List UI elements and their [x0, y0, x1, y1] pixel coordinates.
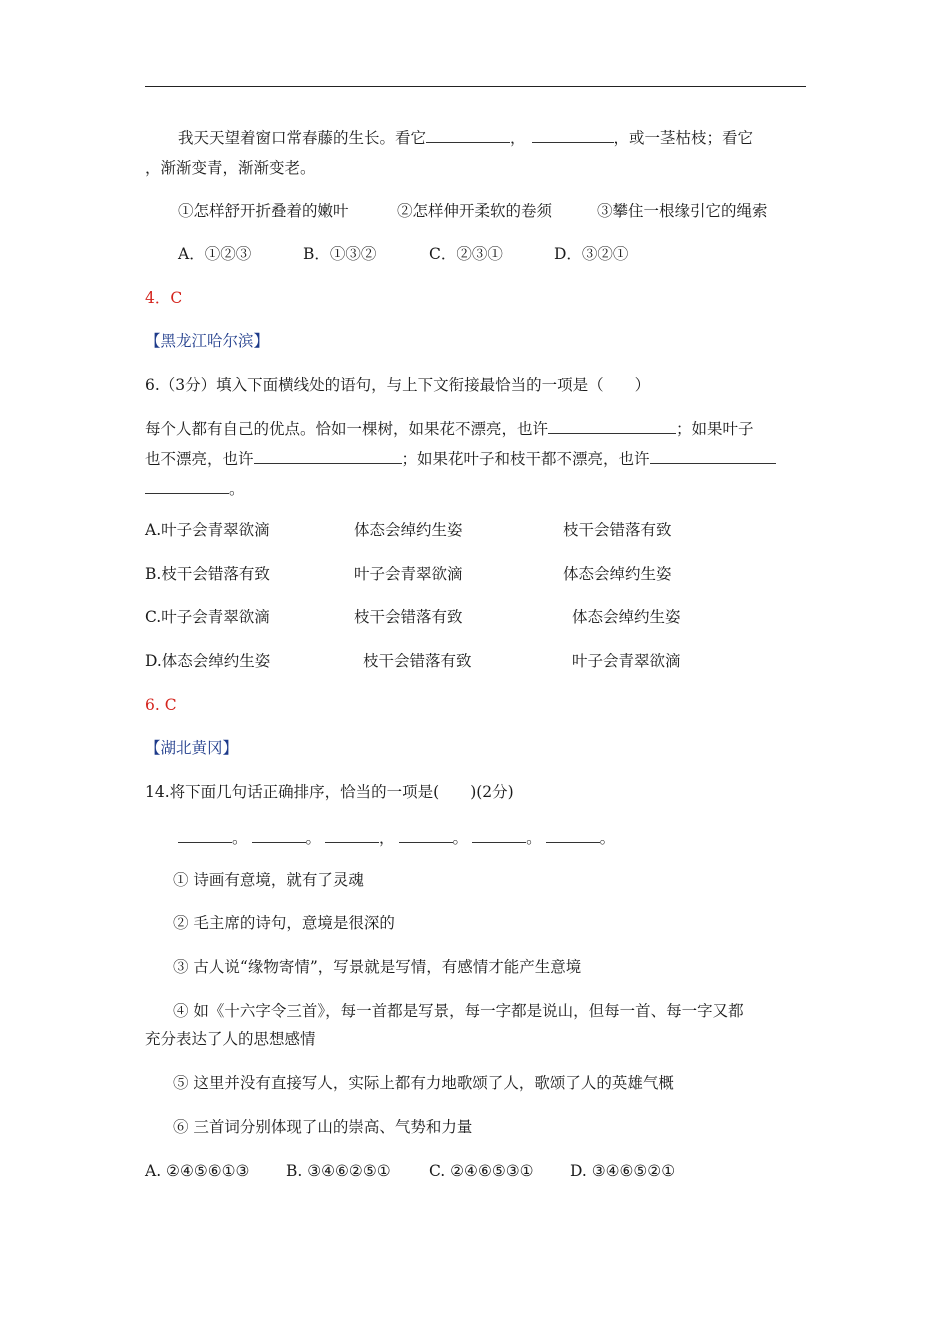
- q14-sentence-6: ⑥ 三首词分别体现了山的崇高、气势和力量: [173, 1118, 473, 1136]
- q-prev-choice-a: A．①②③: [178, 245, 252, 263]
- blank-1: [426, 128, 510, 143]
- q14-blanks-row: [178, 828, 615, 848]
- q6-blank-2: [254, 449, 402, 464]
- q6-option-c: C.叶子会青翠欲滴: [145, 608, 270, 626]
- q6-stem: 6.（3分）填入下面横线处的语句，与上下文衔接最恰当的一项是（ ）: [145, 376, 651, 394]
- q6-para-line3: [145, 479, 245, 499]
- q14-sep-6: 。: [599, 829, 616, 847]
- q14-blank-6: [546, 828, 600, 843]
- q14-blank-3: [325, 828, 379, 843]
- blank-2: [532, 128, 614, 143]
- q6-para-d: ；如果花叶子和枝干都不漂亮，也许: [401, 450, 650, 468]
- q14-choice-d: D. ③④⑥⑤②①: [570, 1162, 676, 1180]
- q14-sentence-4a: ④ 如《十六字令三首》，每一首都是写景，每一字都是说山，但每一首、每一字又都: [173, 1002, 744, 1020]
- q-prev-line1: [178, 128, 753, 148]
- section-hubei: 【湖北黄冈】: [145, 739, 239, 757]
- q6-option-b-3: 体态会绰约生姿: [563, 565, 672, 583]
- q6-option-a-3: 枝干会错落有致: [563, 521, 672, 539]
- q-prev-choice-d: D．③②①: [554, 245, 629, 263]
- q6-para-line2: [145, 449, 776, 469]
- q6-blank-3b: [145, 479, 229, 494]
- q14-sep-1: 。: [232, 829, 248, 847]
- q14-blank-5: [472, 828, 526, 843]
- q6-para-c: 也不漂亮，也许: [145, 450, 254, 468]
- q6-option-b: B.枝干会错落有致: [145, 565, 270, 583]
- q6-para-line1: [145, 419, 754, 439]
- q14-sentence-4b: 充分表达了人的思想感情: [145, 1030, 316, 1048]
- section-heilongjiang: 【黑龙江哈尔滨】: [145, 332, 270, 350]
- q6-option-a-2: 体态会绰约生姿: [354, 521, 463, 539]
- q-prev-choice-b: B．①③②: [303, 245, 377, 263]
- q6-para-b: ；如果叶子: [676, 420, 754, 438]
- q-prev-comma: ，: [510, 129, 526, 147]
- q6-option-c-2: 枝干会错落有致: [354, 608, 463, 626]
- q-prev-text-b: ，或一茎枯枝；看它: [613, 129, 754, 147]
- q14-sentence-2: ② 毛主席的诗句，意境是很深的: [173, 914, 395, 932]
- q-prev-line2: ，渐渐变青，渐渐变老。: [145, 159, 316, 177]
- q14-blank-2: [252, 828, 306, 843]
- q14-blank-1: [178, 828, 232, 843]
- q14-stem: 14.将下面几句话正确排序，恰当的一项是( )(2分): [145, 783, 514, 801]
- q-prev-opt2: ②怎样伸开柔软的卷须: [397, 202, 553, 220]
- q-prev-text-a: 我天天望着窗口常春藤的生长。看它: [178, 129, 427, 147]
- q-prev-opt3: ③攀住一根缘引它的绳索: [597, 202, 768, 220]
- q6-para-a: 每个人都有自己的优点。恰如一棵树，如果花不漂亮，也许: [145, 420, 549, 438]
- q6-option-b-2: 叶子会青翠欲滴: [354, 565, 463, 583]
- q-prev-answer: 4．C: [145, 289, 183, 307]
- q14-sep-4: 。: [452, 829, 469, 847]
- q14-sep-3: ，: [379, 829, 395, 847]
- q6-blank-3a: [650, 449, 776, 464]
- q-prev-opt1: ①怎样舒开折叠着的嫩叶: [178, 202, 349, 220]
- q6-option-d-3: 叶子会青翠欲滴: [572, 652, 681, 670]
- q6-option-c-3: 体态会绰约生姿: [572, 608, 681, 626]
- q14-choice-c: C. ②④⑥⑤③①: [429, 1162, 534, 1180]
- q6-answer: 6. C: [145, 696, 177, 714]
- q14-sentence-3: ③ 古人说“缘物寄情”，写景就是写情，有感情才能产生意境: [173, 958, 582, 976]
- q14-blank-4: [399, 828, 453, 843]
- q14-choice-b: B. ③④⑥②⑤①: [286, 1162, 391, 1180]
- q6-blank-1: [548, 419, 676, 434]
- q14-choice-a: A. ②④⑤⑥①③: [145, 1162, 250, 1180]
- header-rule: [145, 86, 806, 87]
- q14-sentence-5: ⑤ 这里并没有直接写人，实际上都有力地歌颂了人，歌颂了人的英雄气概: [173, 1074, 674, 1092]
- q14-sep-2: 。: [305, 829, 322, 847]
- q6-option-a: A.叶子会青翠欲滴: [145, 521, 270, 539]
- q14-sep-5: 。: [526, 829, 542, 847]
- q6-option-d-2: 枝干会错落有致: [363, 652, 472, 670]
- q6-option-d: D.体态会绰约生姿: [145, 652, 271, 670]
- q14-sentence-1: ① 诗画有意境，就有了灵魂: [173, 871, 364, 889]
- q-prev-choice-c: C．②③①: [429, 245, 503, 263]
- q6-para-e: 。: [229, 480, 245, 498]
